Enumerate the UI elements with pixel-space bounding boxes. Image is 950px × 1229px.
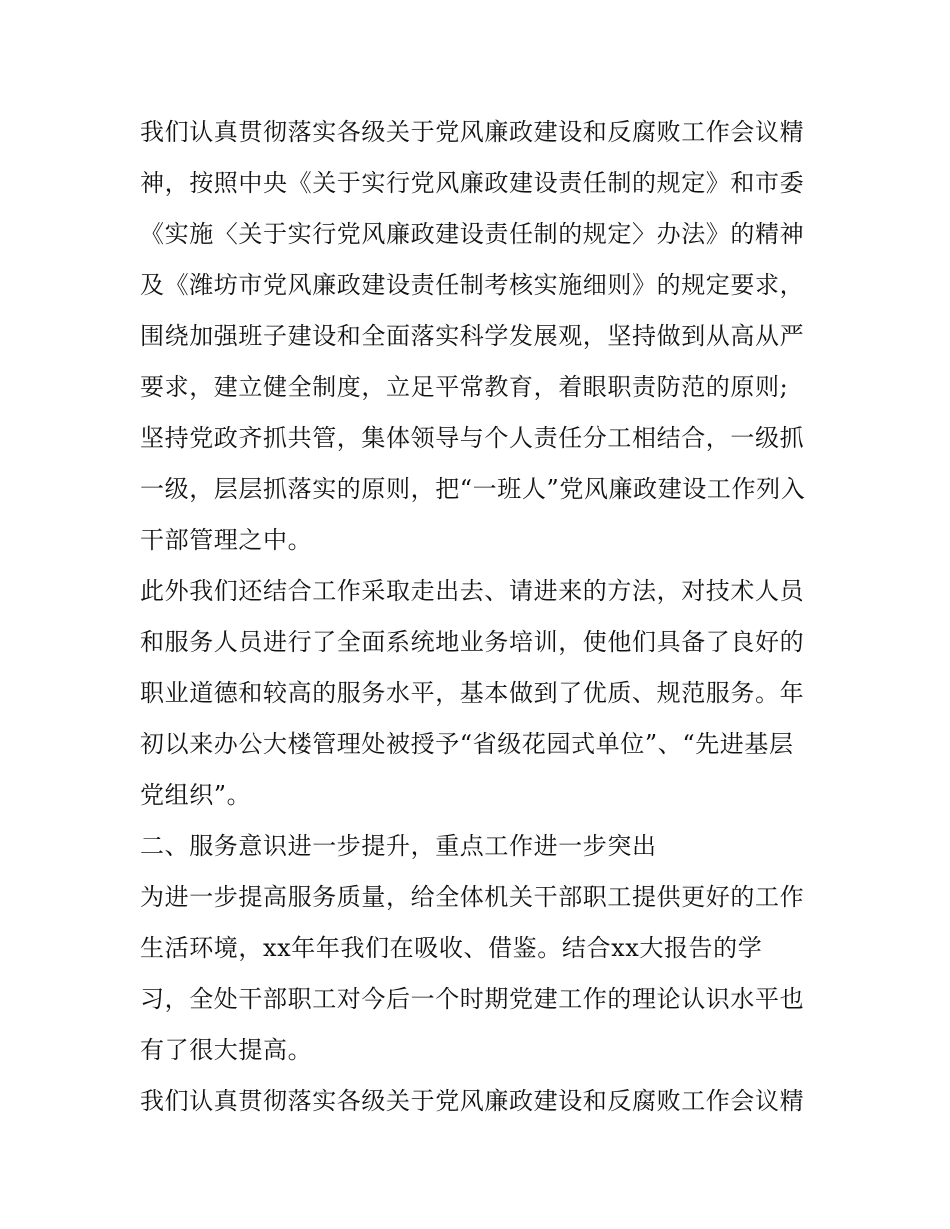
text-line: 有了很大提高。 [140,1036,313,1064]
text-line: 及《潍坊市党风廉政建设责任制考核实施细则》的规定要求， [140,271,805,299]
text-line: 生活环境，xx年年我们在吸收、借鉴。结合xx大报告的学 [140,934,763,962]
section-heading: 二、服务意识进一步提升，重点工作进一步突出 [140,832,657,860]
document-body [140,107,815,1127]
text-line: 我们认真贯彻落实各级关于党风廉政建设和反腐败工作会议精 [140,1087,805,1115]
text-line: 神，按照中央《关于实行党风廉政建设责任制的规定》和市委 [140,169,805,197]
text-line: 初以来办公大楼管理处被授予“省级花园式单位”、“先进基层 [140,730,794,758]
text-line: 我们认真贯彻落实各级关于党风廉政建设和反腐败工作会议精 [140,118,805,146]
text-line: 《实施〈关于实行党风廉政建设责任制的规定〉办法》的精神 [140,220,805,248]
text-line: 职业道德和较高的服务水平，基本做到了优质、规范服务。年 [140,679,805,707]
text-line: 围绕加强班子建设和全面落实科学发展观，坚持做到从高从严 [140,322,805,350]
text-line: 和服务人员进行了全面系统地业务培训，使他们具备了良好的 [140,628,805,656]
text-line: 此外我们还结合工作采取走出去、请进来的方法，对技术人员 [140,577,805,605]
text-line: 坚持党政齐抓共管，集体领导与个人责任分工相结合，一级抓 [140,424,805,452]
text-line: 为进一步提高服务质量，给全体机关干部职工提供更好的工作 [140,883,805,911]
text-line: 要求，建立健全制度，立足平常教育，着眼职责防范的原则; [140,373,789,401]
text-line: 一级，层层抓落实的原则，把“一班人”党风廉政建设工作列入 [140,475,806,503]
text-line: 习，全处干部职工对今后一个时期党建工作的理论认识水平也 [140,985,805,1013]
text-line: 干部管理之中。 [140,526,313,554]
text-line: 党组织”。 [140,781,252,809]
